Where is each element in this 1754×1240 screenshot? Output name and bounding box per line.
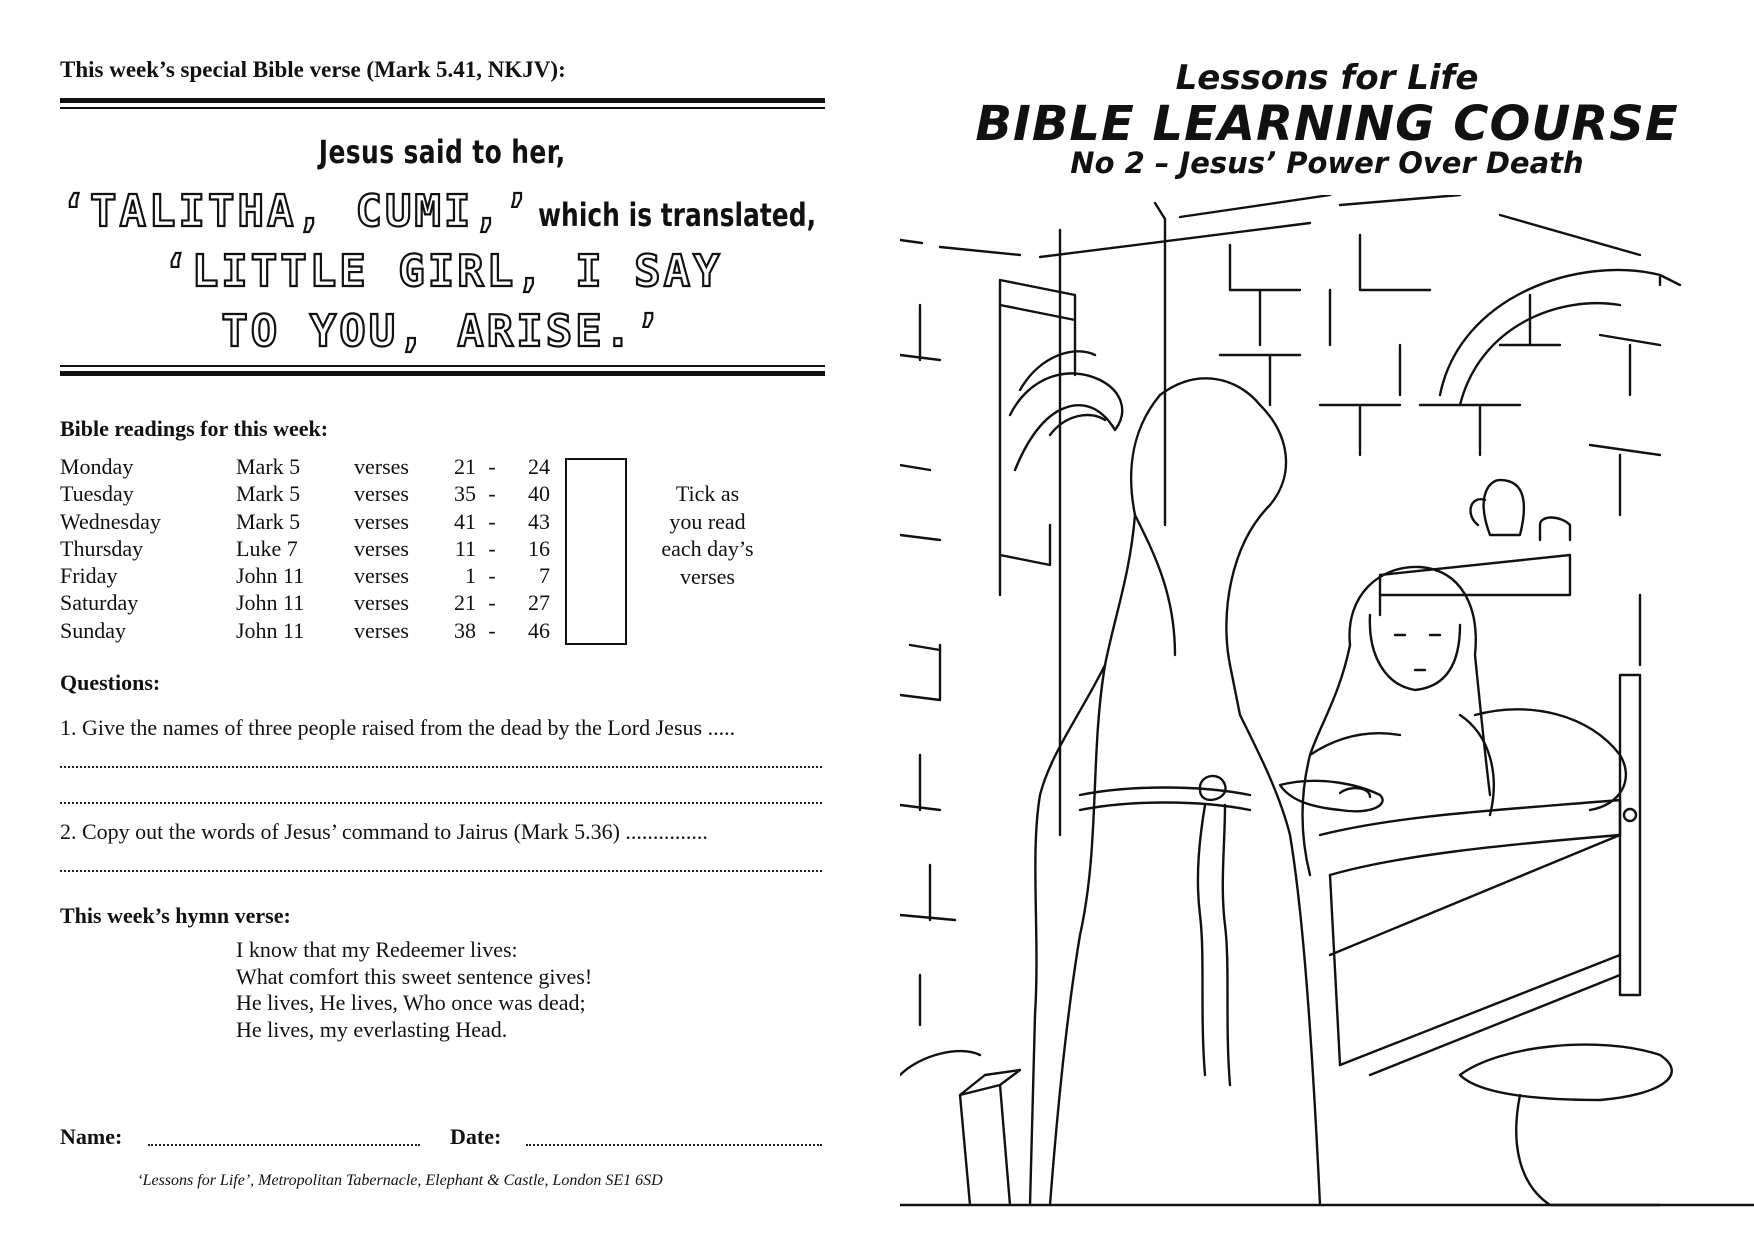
date-field[interactable]	[526, 1144, 822, 1146]
jesus-raising-girl-illustration	[900, 195, 1754, 1215]
answer-line[interactable]	[60, 868, 822, 872]
verse-line-3: ‘LITTLE GIRL, I SAY	[162, 246, 723, 297]
verse-line-1: Jesus said to her,	[319, 133, 566, 171]
verse-line-2-outline: ‘TALITHA, CUMI,’	[60, 186, 533, 237]
memory-verse	[60, 122, 825, 362]
hymn-line: I know that my Redeemer lives:	[236, 937, 518, 962]
tick-box[interactable]	[565, 458, 627, 645]
name-field[interactable]	[148, 1144, 420, 1146]
footer-address: ‘Lessons for Life’, Metropolitan Tabernacle, Elephant & Castle, London SE1 6SD	[137, 1172, 663, 1189]
hymn-line: He lives, my everlasting Head.	[236, 1016, 508, 1042]
date-label: Date:	[450, 1124, 502, 1149]
verse-top-rule	[60, 98, 825, 109]
course-title: BIBLE LEARNING COURSE	[975, 96, 1679, 152]
tick-instruction: Tick as you read each day’s verses	[661, 481, 754, 589]
right-page	[900, 0, 1754, 1240]
course-series-title: Lessons for Life	[1175, 58, 1479, 98]
answer-line[interactable]	[60, 764, 822, 768]
readings-heading: Bible readings for this week:	[60, 416, 329, 441]
verse-intro: This week’s special Bible verse (Mark 5.41, NKJV):	[60, 57, 566, 82]
answer-line[interactable]	[60, 800, 822, 804]
verse-line-4: TO YOU, ARISE.’	[221, 306, 664, 357]
name-label: Name:	[60, 1124, 123, 1149]
questions-heading: Questions:	[60, 670, 161, 695]
hymn-line: What comfort this sweet sentence gives!	[236, 963, 593, 989]
lesson-title: No 2 – Jesus’ Power Over Death	[1070, 146, 1584, 180]
verse-line-2-plain: which is translated,	[537, 196, 817, 234]
question-2: 2. Copy out the words of Jesus’ command to Jairus (Mark 5.36) ...............	[60, 819, 708, 844]
left-page: This week’s special Bible verse (Mark 5.41, NKJV): Jesus said to her, ‘TALITHA, CUMI,’ which is translated, ‘LITTLE GIRL, I SAY TO YOU, ARISE.’ Bible readings for this week: Monday Mark 5 verses 21 - 24 Tuesday Mark 5 verses 35 - 40 Wednesday Mark 5 verses 41 - 43 Thursday Luke 7 verses 11 - 16 Friday John 11 verses 1 - 7 Saturday John 11 verses 21 - 27 Sunday John 11 verses 38 - 46 Tick as you read each day’s verses Questions: 1. Give the names of three people raised from the dead by the Lord Jesus ..... 2. Copy out the words of Jesus’ command to Jairus (Mark 5.36) ............... This week’s hymn verse: I know that my Redeemer lives: What comfort this sweet sentence gives! He lives, He lives, Who once was dead; He lives, my everlasting Head. Name: Date: ‘Lessons for Life’, Metropolitan Tabernacle, Elephant & Castle, London SE1 6SD	[60, 0, 830, 1240]
hymn-verse	[236, 937, 592, 1043]
hymn-heading: This week’s hymn verse:	[60, 903, 291, 928]
hymn-line: He lives, He lives, Who once was dead;	[236, 990, 586, 1015]
question-1: 1. Give the names of three people raised from the dead by the Lord Jesus .....	[60, 715, 736, 740]
verse-bottom-rule	[60, 365, 825, 376]
